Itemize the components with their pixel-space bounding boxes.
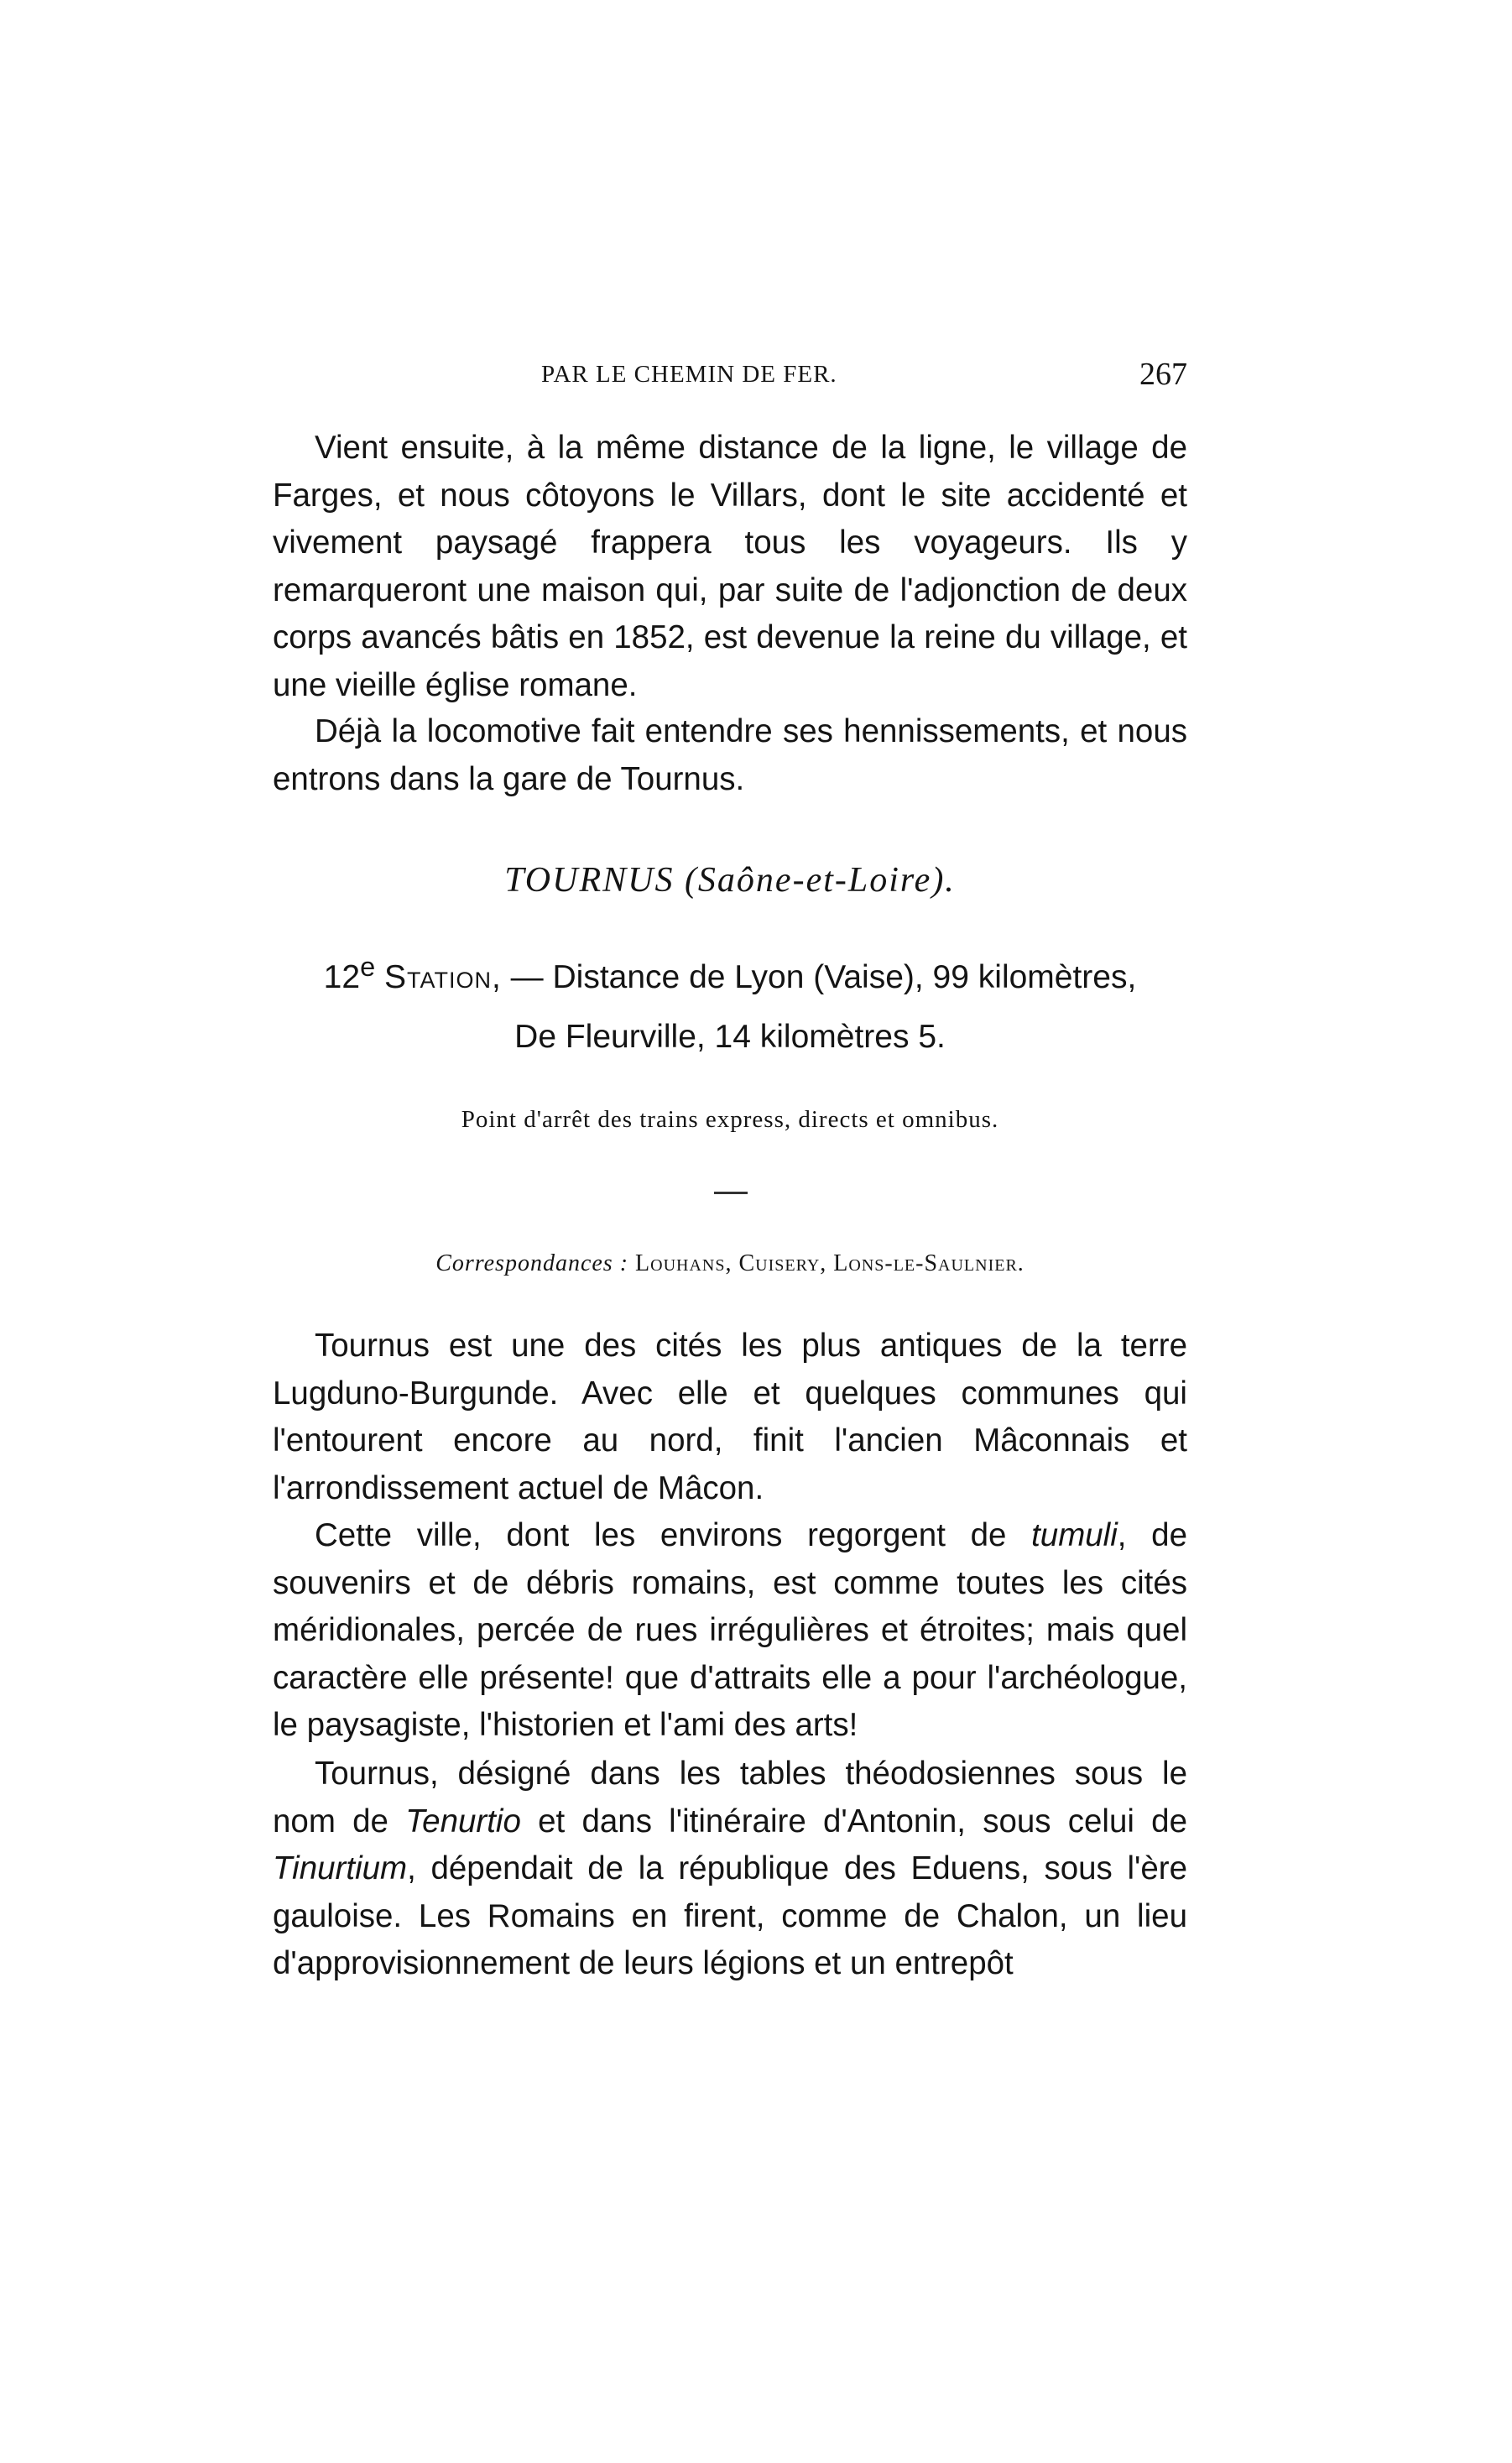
station-label: Station, — [383, 959, 502, 995]
correspondances-towns: Louhans, Cuisery, Lons-le-Saulnier. — [635, 1250, 1025, 1276]
tumuli-word: tumuli — [1031, 1517, 1118, 1553]
distance-fleurville: De Fleurville, 14 kilomètres 5. — [514, 1019, 946, 1055]
station-number-suffix: e — [360, 952, 376, 982]
p5-text-c: , dépendait de la république des Eduens, sous l'ère gauloise. Les Romains en firent, comme de Chalon, un lieu d'approvisionnement de leurs légions et un entrepôt — [273, 1850, 1187, 1981]
p4-text-a: Cette ville, dont les environs regorgent de — [315, 1517, 1007, 1553]
station-title: TOURNUS (Saône-et-Loire). — [504, 861, 956, 900]
station-number: 12 — [323, 959, 361, 995]
running-title: PAR LE CHEMIN DE FER. — [541, 361, 837, 388]
p5-text-a: Tournus, désigné dans les tables théodosiennes sous le nom de — [273, 1756, 1187, 1839]
paragraph-tournus-antique: Tournus est une des cités les plus antiques de la terre Lugduno-Burgunde. Avec elle et quelques communes qui l'entourent encore au nord, finit l'ancien Mâconnais et l'arrondissement actuel de Mâcon. — [273, 1328, 1187, 1506]
paragraph-cette-ville — [273, 1512, 1187, 1750]
distance-lyon: — Distance de Lyon (Vaise), 99 kilomètres, — [510, 959, 1137, 995]
tenurtio-word: Tenurtio — [405, 1803, 521, 1839]
station-distance-lyon — [273, 952, 1187, 996]
paragraph-arrival-tournus: Déjà la locomotive fait entendre ses hennissements, et nous entrons dans la gare de Tournus. — [273, 713, 1187, 797]
correspondances-label: Correspondances : — [435, 1250, 629, 1276]
p5-text-b: et dans l'itinéraire d'Antonin, sous celui de — [538, 1803, 1187, 1839]
paragraph-villars: Vient ensuite, à la même distance de la ligne, le village de Farges, et nous côtoyons le Villars, dont le site accidenté et vivement paysagé frappera tous les voyageurs. Ils y remarqueront une maison qui, par suite de l'adjonction de deux corps avancés bâtis en 1852, est devenue la reine du village, et une vieille église romane. — [273, 430, 1187, 703]
tinurtium-word: Tinurtium — [273, 1850, 408, 1886]
paragraph-tournus-history — [273, 1751, 1187, 1988]
stop-info: Point d'arrêt des trains express, directs et omnibus. — [461, 1106, 999, 1133]
p4-text-b: , de souvenirs et de débris romains, est comme toutes les cités méridionales, percée de rues irrégulières et étroites; mais quel caractère elle présente! que d'attraits elle a pour l'archéologue, le paysagiste, l'historien et l'ami des arts! — [273, 1517, 1187, 1743]
correspondances — [273, 1250, 1187, 1277]
page-header — [273, 357, 1187, 411]
page-number: 267 — [1139, 357, 1187, 392]
section-divider — [714, 1192, 748, 1194]
